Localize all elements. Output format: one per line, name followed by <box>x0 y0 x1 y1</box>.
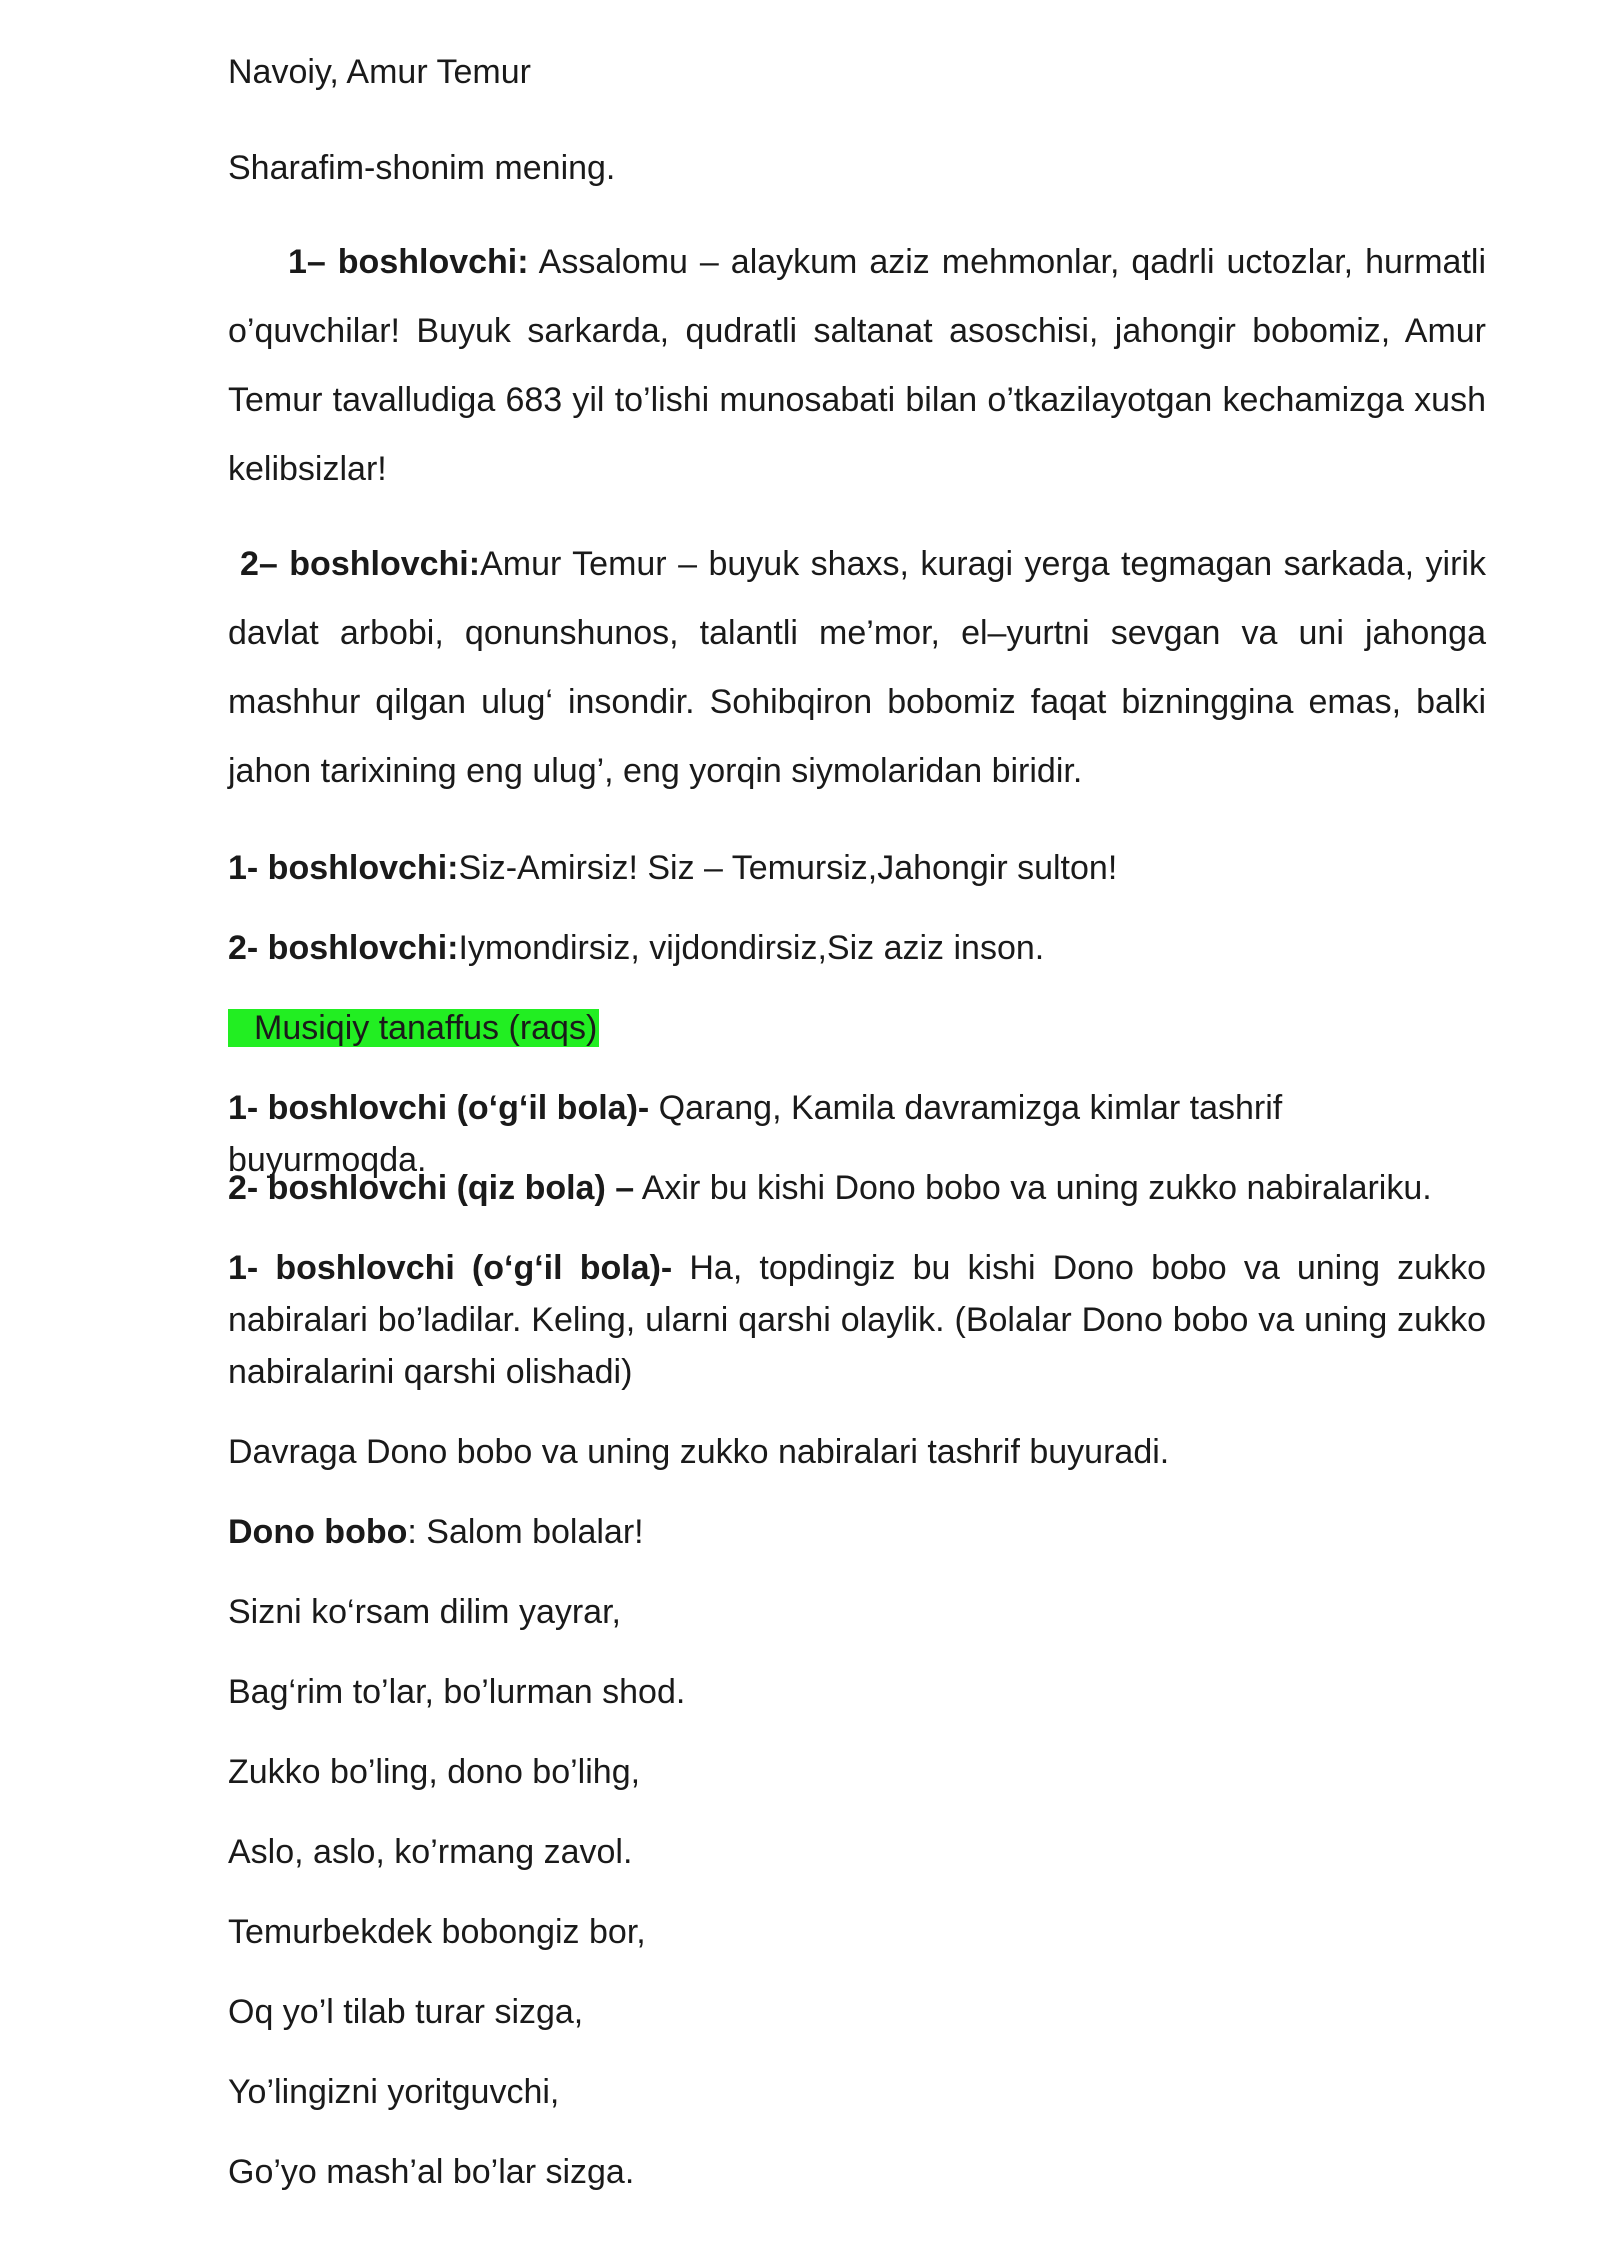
dialogue-paragraph <box>228 922 1486 974</box>
poem-line: Zukko bo’ling, dono bo’lihg, <box>228 1753 641 1791</box>
speaker-label: 2- boshlovchi: <box>228 929 459 967</box>
dialogue-text: Amur Temur – buyuk shaxs, kuragi yerga tegmagan sarkada, yirik davlat arbobi, qonunshunos, talantli me’mor, el–yurtni sevgan va uni jahonga mashhur qilgan ulug‘ insondir. Sohibqiron bobomiz faqat bizninggina emas, balki jahon tarixining eng ulug’, eng yorqin siymolaridan biridir. <box>228 545 1486 790</box>
poem-line: Go’yo mash’al bo’lar sizga. <box>228 2153 635 2191</box>
speaker-label: 1- boshlovchi: <box>228 849 459 887</box>
dialogue-text: Iymondirsiz, vijdondirsiz,Siz aziz inson. <box>458 929 1045 967</box>
text-line: Navoiy, Amur Temur <box>228 53 531 91</box>
speaker-label: 1- boshlovchi (o‘g‘il bola)- <box>228 1089 650 1127</box>
dialogue-paragraph <box>228 1506 1486 1558</box>
narration-line: Davraga Dono bobo va uning zukko nabiralari tashrif buyuradi. <box>228 1433 1170 1471</box>
dialogue-paragraph <box>228 530 1486 806</box>
poem-line: Temurbekdek bobongiz bor, <box>228 1913 646 1951</box>
dialogue-paragraph <box>228 1162 1486 1214</box>
dialogue-text: : Salom bolalar! <box>407 1513 644 1551</box>
text-line: Sharafim-shonim mening. <box>228 149 616 187</box>
poem-line: Yo’lingizni yoritguvchi, <box>228 2073 560 2111</box>
dialogue-paragraph <box>228 1242 1486 1398</box>
dialogue-paragraph <box>228 228 1486 504</box>
poem-line: Aslo, aslo, ko’rmang zavol. <box>228 1833 633 1871</box>
poem-line: Bag‘rim to’lar, bo’lurman shod. <box>228 1673 686 1711</box>
dialogue-text: Ha, topdingiz bu kishi Dono bobo va uning zukko nabiralari bo’ladilar. Keling, ularni qarshi olaylik. (Bolalar Dono bobo va uning zukko nabiralarini qarshi olishadi) <box>228 1249 1486 1391</box>
dialogue-text: Siz-Amirsiz! Siz – Temursiz,Jahongir sulton! <box>458 849 1118 887</box>
dialogue-text: Assalomu – alaykum aziz mehmonlar, qadrli uctozlar, hurmatli o’quvchilar! Buyuk sarkarda, qudratli saltanat asoschisi, jahongir bobomiz, Amur Temur tavalludiga 683 yil to’lishi munosabati bilan o’tkazilayotgan kechamizga xush kelibsizlar! <box>228 243 1486 488</box>
speaker-label: 1– boshlovchi: <box>288 243 529 281</box>
dialogue-paragraph <box>228 842 1486 894</box>
speaker-label: 1- boshlovchi (o‘g‘il bola)- <box>228 1249 673 1287</box>
poem-line: Sizni ko‘rsam dilim yayrar, <box>228 1593 621 1631</box>
document-page <box>228 0 1486 2262</box>
dialogue-text: Axir bu kishi Dono bobo va uning zukko nabiralariku. <box>634 1169 1432 1207</box>
dialogue-text: Qarang, Kamila davramizga kimlar tashrif buyurmoqda. <box>228 1089 1283 1179</box>
stage-direction <box>228 1002 1486 1054</box>
poem-line: Oq yo’l tilab turar sizga, <box>228 1993 584 2031</box>
speaker-label: 2– boshlovchi: <box>240 545 481 583</box>
speaker-label: 2- boshlovchi (qiz bola) – <box>228 1169 635 1207</box>
highlighted-text: Musiqiy tanaffus (raqs) <box>228 1009 599 1047</box>
speaker-label: Dono bobo <box>228 1513 408 1551</box>
